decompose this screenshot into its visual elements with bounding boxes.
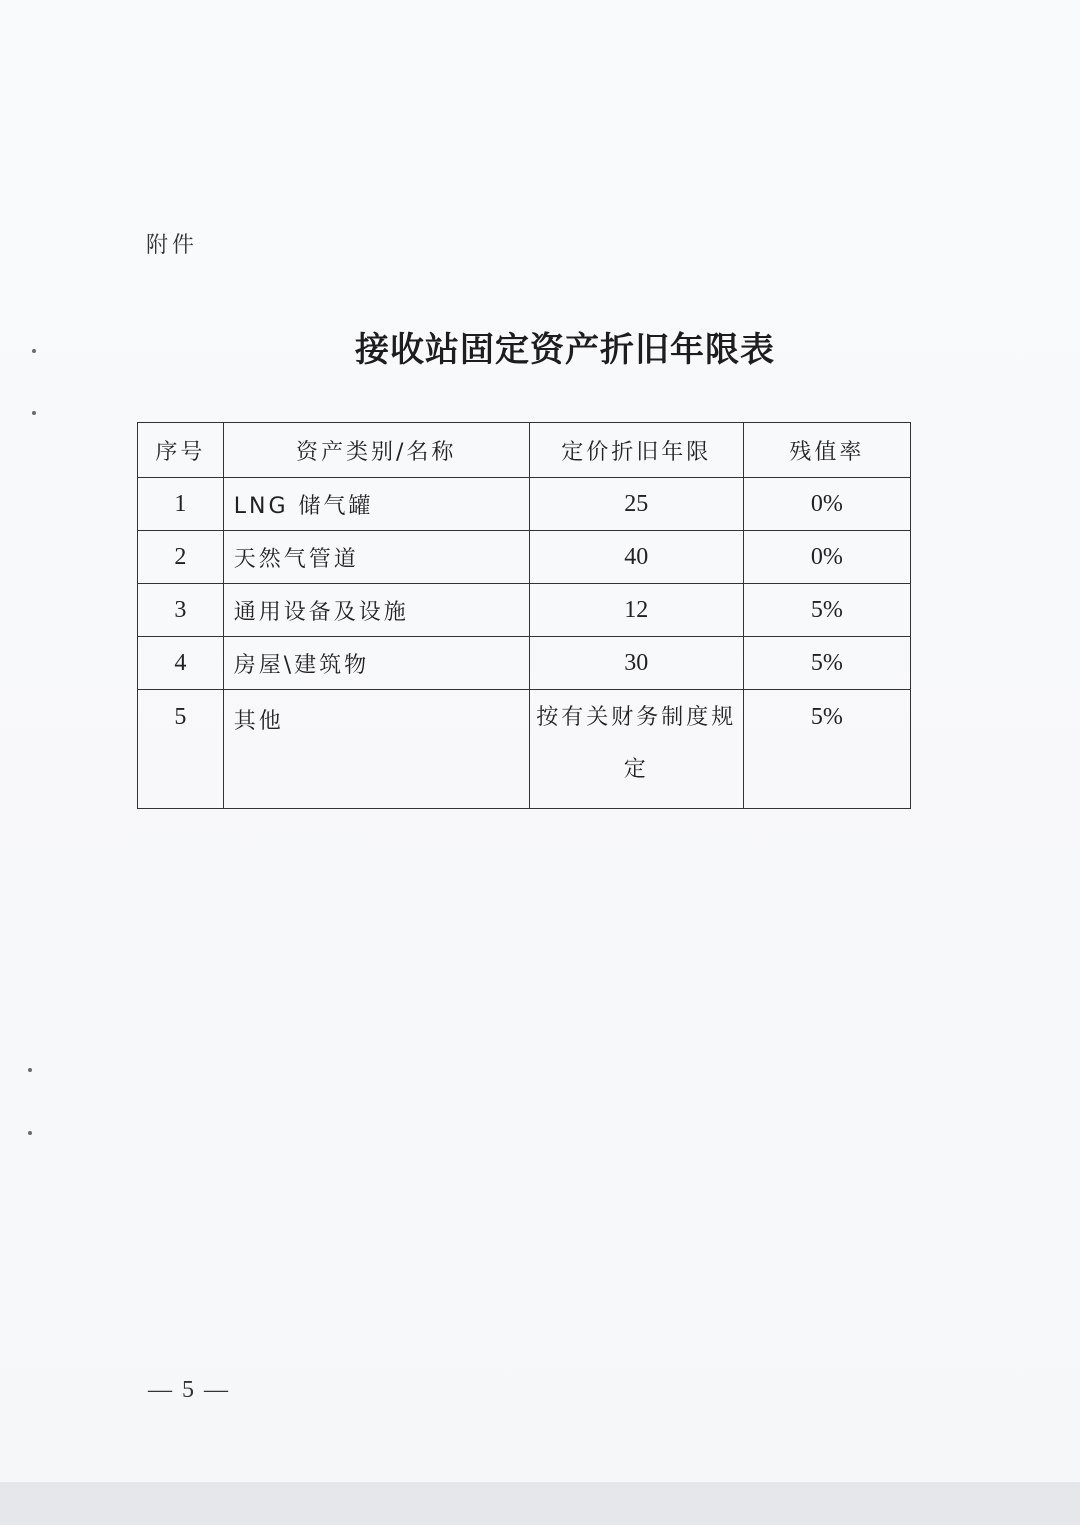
- cell-seq: 1: [138, 478, 224, 531]
- table-row: [138, 478, 911, 531]
- cell-seq: 3: [138, 584, 224, 637]
- page-title: 接收站固定资产折旧年限表: [355, 330, 775, 370]
- cell-asset-name: 天然气管道: [223, 531, 529, 584]
- table-row: [138, 690, 911, 809]
- cell-asset-name: LNG 储气罐: [223, 478, 529, 531]
- header-depreciation-years: 定价折旧年限: [529, 423, 743, 478]
- cell-residual-rate: 0%: [743, 478, 910, 531]
- depreciation-table: [137, 422, 911, 809]
- header-seq: 序号: [138, 423, 224, 478]
- cell-depreciation-years: 40: [529, 531, 743, 584]
- cell-asset-name: 房屋\建筑物: [223, 637, 529, 690]
- cell-depreciation-years: 25: [529, 478, 743, 531]
- cell-residual-rate: 5%: [743, 690, 910, 809]
- table-row: [138, 584, 911, 637]
- cell-residual-rate: 5%: [743, 637, 910, 690]
- cell-residual-rate: 5%: [743, 584, 910, 637]
- cell-depreciation-years: 12: [529, 584, 743, 637]
- header-asset-name: 资产类别/名称: [223, 423, 529, 478]
- cell-depreciation-years: 按有关财务制度规定: [529, 690, 743, 809]
- table-row: [138, 531, 911, 584]
- table-row: [138, 637, 911, 690]
- cell-asset-name: 通用设备及设施: [223, 584, 529, 637]
- cell-seq: 4: [138, 637, 224, 690]
- header-residual-rate: 残值率: [743, 423, 910, 478]
- cell-seq: 2: [138, 531, 224, 584]
- cell-asset-name: 其他: [223, 690, 529, 809]
- table-header-row: [138, 423, 911, 478]
- cell-seq: 5: [138, 690, 224, 809]
- page-number: — 5 —: [148, 1377, 230, 1403]
- scan-mark: [28, 1068, 32, 1072]
- attachment-label: 附件: [146, 233, 199, 258]
- scan-bottom-band: [0, 1482, 1080, 1525]
- scan-mark: [28, 1131, 32, 1135]
- cell-residual-rate: 0%: [743, 531, 910, 584]
- cell-depreciation-years: 30: [529, 637, 743, 690]
- scan-mark: [32, 411, 36, 415]
